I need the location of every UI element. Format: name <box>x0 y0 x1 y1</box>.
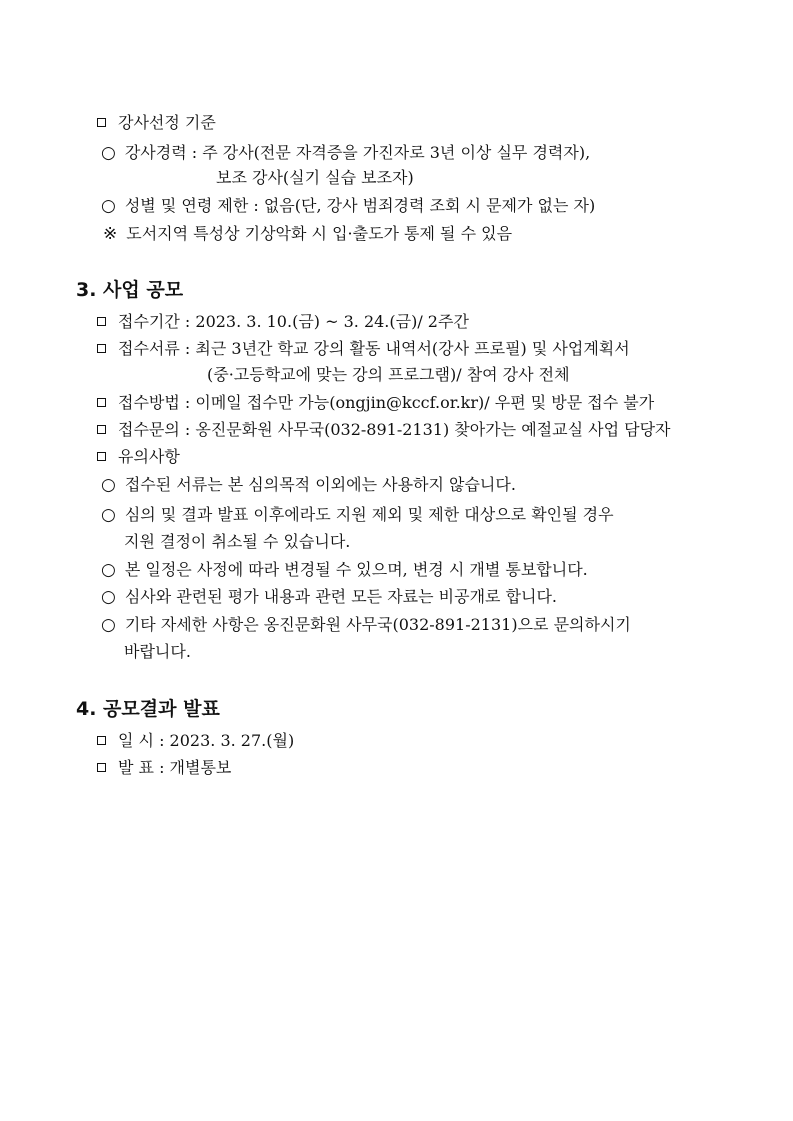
note-text: 심의 및 결과 발표 이후에라도 지원 제외 및 제한 대상으로 확인될 경우 <box>124 505 614 524</box>
checkbox-square-icon <box>97 118 106 127</box>
note-item <box>101 615 631 635</box>
criteria-title: 강사선정 기준 <box>118 113 216 132</box>
note-text: 본 일정은 사정에 따라 변경될 수 있으며, 변경 시 개별 통보합니다. <box>124 560 588 579</box>
criteria-item-text: 성별 및 연령 제한 : 없음(단, 강사 범죄경력 조회 시 문제가 없는 자) <box>124 196 596 215</box>
circle-bullet-icon: ○ <box>101 615 116 635</box>
circle-bullet-icon: ○ <box>101 475 116 495</box>
criteria-item <box>101 196 595 216</box>
checkbox-square-icon <box>97 452 106 461</box>
checkbox-square-icon <box>97 425 106 434</box>
section3-item-continued <box>207 365 570 385</box>
reference-mark-icon: ※ <box>103 224 118 244</box>
checkbox-square-icon <box>97 398 106 407</box>
note-text: 심사와 관련된 평가 내용과 관련 모든 자료는 비공개로 합니다. <box>124 587 558 606</box>
note-item <box>101 560 588 580</box>
criteria-note-text: 도서지역 특성상 기상악화 시 입·출도가 통제 될 수 있음 <box>126 224 513 243</box>
section3-item <box>97 447 180 467</box>
section3-item-text: 접수서류 : 최근 3년간 학교 강의 활동 내역서(강사 프로필) 및 사업계획서 <box>118 339 630 358</box>
criteria-note <box>103 224 512 244</box>
note-text: 지원 결정이 취소될 수 있습니다. <box>124 532 351 551</box>
section3-item-text: 접수방법 : 이메일 접수만 가능(ongjin@kccf.or.kr)/ 우편 및 방문 접수 불가 <box>118 393 655 412</box>
criteria-item <box>101 143 590 163</box>
section4-heading: 4. 공모결과 발표 <box>76 698 220 720</box>
criteria-item-continued <box>216 168 414 188</box>
section4-item-text: 발 표 : 개별통보 <box>118 758 232 777</box>
circle-bullet-icon: ○ <box>101 505 116 525</box>
note-item <box>101 505 614 525</box>
circle-bullet-icon: ○ <box>101 560 116 580</box>
section4-item <box>97 758 231 778</box>
section4-item <box>97 731 294 751</box>
section3-item <box>97 312 469 332</box>
circle-bullet-icon: ○ <box>101 196 116 216</box>
section3-item-text: 접수문의 : 옹진문화원 사무국(032-891-2131) 찾아가는 예절교실 사업 담당자 <box>118 420 671 439</box>
criteria-item-text: 보조 강사(실기 실습 보조자) <box>216 168 414 187</box>
circle-bullet-icon: ○ <box>101 143 116 163</box>
note-text: 접수된 서류는 본 심의목적 이외에는 사용하지 않습니다. <box>124 475 516 494</box>
checkbox-square-icon <box>97 317 106 326</box>
note-item <box>101 587 557 607</box>
note-item <box>101 475 516 495</box>
checkbox-square-icon <box>97 344 106 353</box>
note-item-continued <box>124 642 191 662</box>
section3-item-text: 접수기간 : 2023. 3. 10.(금) ~ 3. 24.(금)/ 2주간 <box>118 312 469 331</box>
section3-item <box>97 420 671 440</box>
note-text: 바랍니다. <box>124 642 191 661</box>
section3-item <box>97 393 654 413</box>
section3-item-text: (중·고등학교에 맞는 강의 프로그램)/ 참여 강사 전체 <box>207 365 570 384</box>
note-text: 기타 자세한 사항은 옹진문화원 사무국(032-891-2131)으로 문의하시기 <box>124 615 631 634</box>
note-item-continued <box>124 532 350 552</box>
section3-item <box>97 339 630 359</box>
checkbox-square-icon <box>97 736 106 745</box>
section3-item-text: 유의사항 <box>118 447 180 466</box>
checkbox-square-icon <box>97 763 106 772</box>
section4-item-text: 일 시 : 2023. 3. 27.(월) <box>118 731 295 750</box>
circle-bullet-icon: ○ <box>101 587 116 607</box>
section3-heading: 3. 사업 공모 <box>76 279 184 301</box>
criteria-title-line <box>97 113 216 133</box>
criteria-item-text: 강사경력 : 주 강사(전문 자격증을 가진자로 3년 이상 실무 경력자), <box>124 143 591 162</box>
